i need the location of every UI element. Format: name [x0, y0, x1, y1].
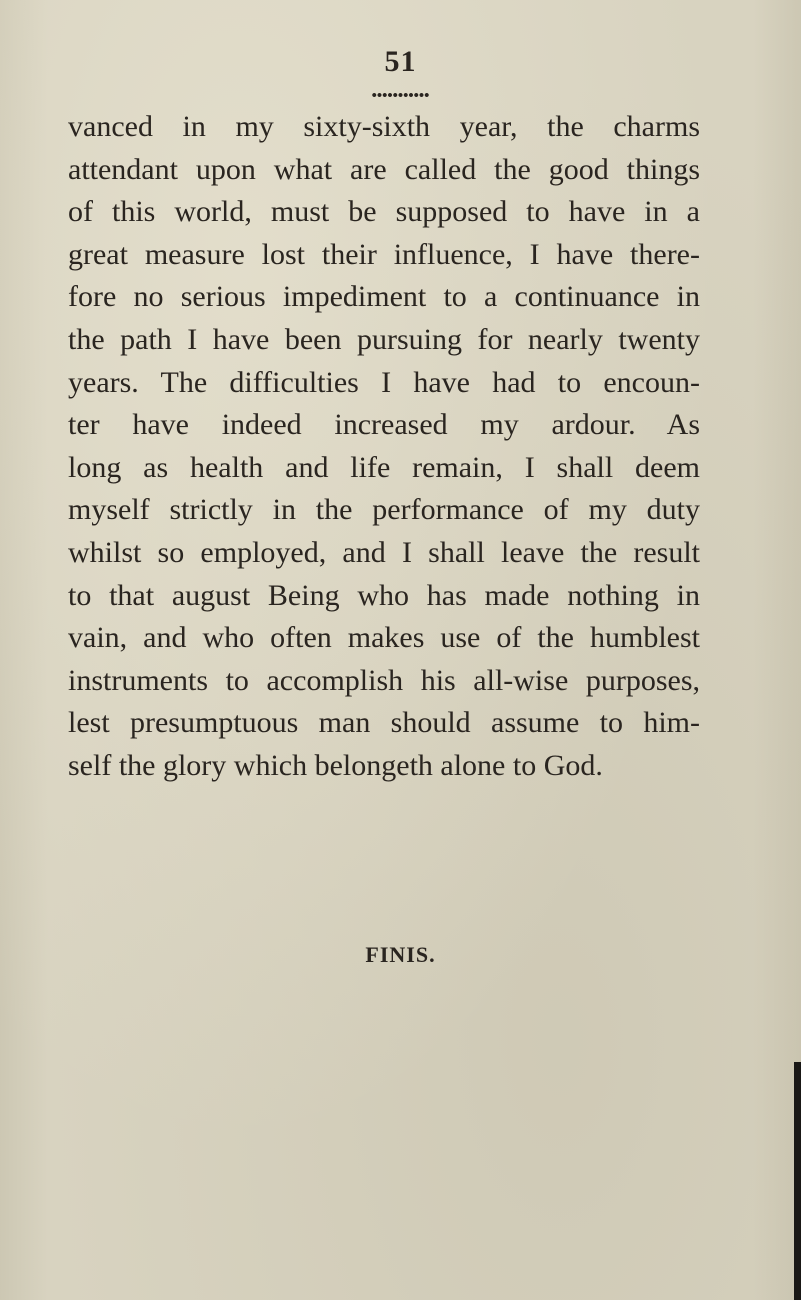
text-line: lest presumptuous man should assume to him-	[68, 706, 700, 740]
text-line: ter have indeed increased my ardour. As	[68, 408, 700, 442]
finis-heading: FINIS.	[365, 942, 436, 967]
text-line: of this world, must be supposed to have in a	[68, 195, 700, 229]
body-text	[68, 106, 700, 788]
text-line: whilst so employed, and I shall leave the result	[68, 535, 700, 569]
ornament-divider: •••••••••••	[371, 88, 430, 104]
text-line: myself strictly in the performance of my duty	[68, 493, 700, 527]
text-line: instruments to accomplish his all-wise purposes,	[68, 663, 700, 697]
text-line: fore no serious impediment to a continuance in	[68, 280, 700, 314]
page-number: 51	[384, 45, 417, 78]
text-line: great measure lost their influence, I have there-	[68, 237, 700, 271]
text-line: attendant upon what are called the good things	[68, 152, 700, 186]
text-line: the path I have been pursuing for nearly twenty	[68, 322, 700, 356]
text-line: vain, and who often makes use of the humblest	[68, 621, 700, 655]
text-line: vanced in my sixty-sixth year, the charms	[68, 110, 700, 143]
text-line: to that august Being who has made nothing in	[68, 578, 700, 612]
text-line: years. The difficulties I have had to encoun-	[68, 365, 700, 399]
page-edge-shadow	[794, 1062, 801, 1300]
text-line: long as health and life remain, I shall deem	[68, 450, 700, 484]
text-line: self the glory which belongeth alone to God.	[68, 748, 603, 782]
